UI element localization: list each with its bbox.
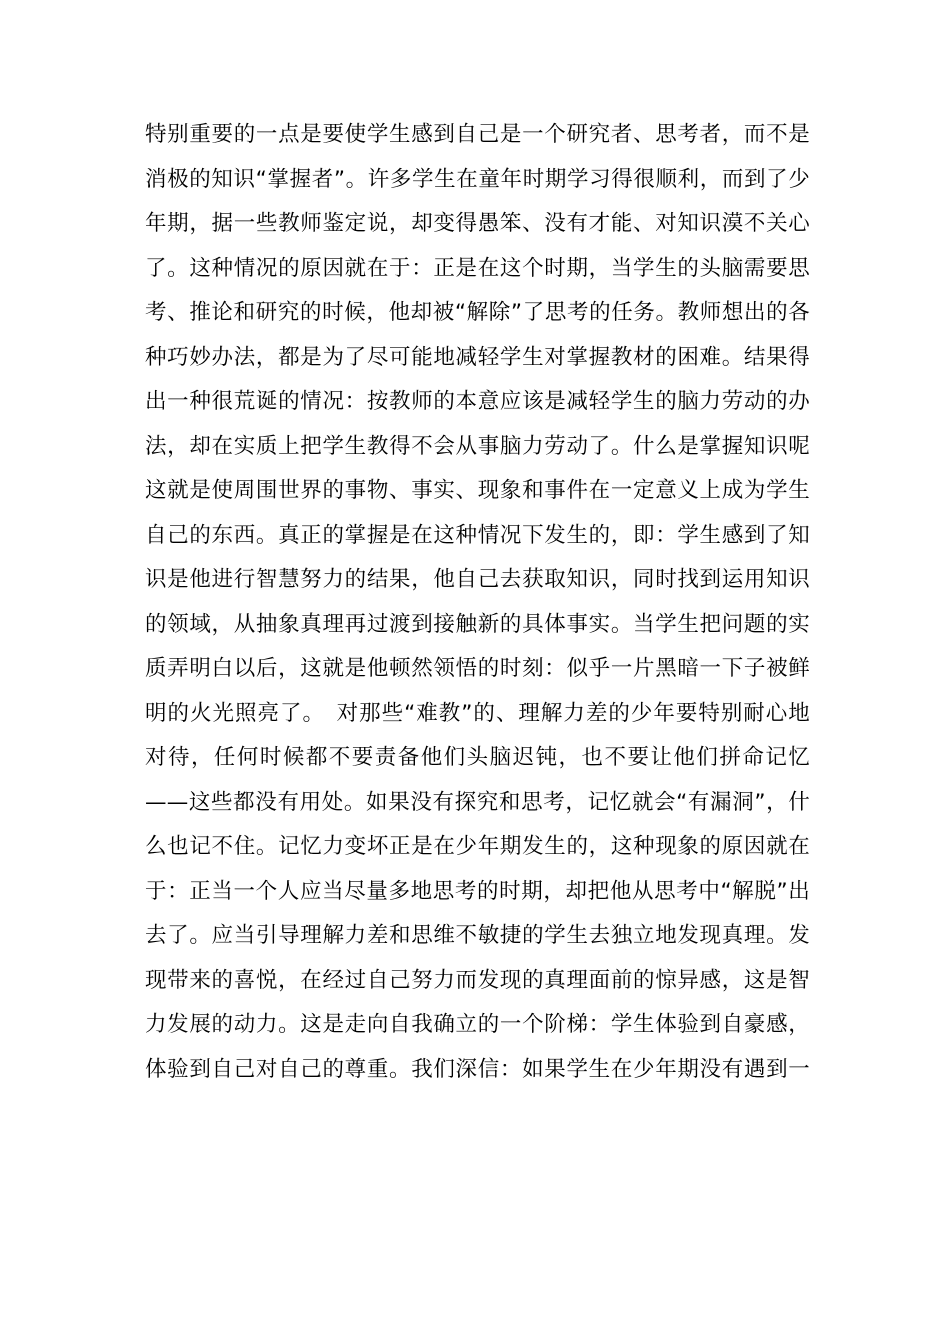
text-line: 明的火光照亮了。 对那些“难教”的、理解力差的少年要特别耐心地 [145, 700, 810, 726]
text-line: 特别重要的一点是要使学生感到自己是一个研究者、思考者，而不是 [145, 122, 810, 147]
text-line: 对待，任何时候都不要责备他们头脑迟钝，也不要让他们拼命记忆 [145, 745, 810, 770]
text-line: 的领域，从抽象真理再过渡到接触新的具体事实。当学生把问题的实 [145, 611, 810, 637]
text-line: 法，却在实质上把学生教得不会从事脑力劳动了。什么是掌握知识呢 [145, 433, 810, 459]
text-line: 体验到自己对自己的尊重。我们深信：如果学生在少年期没有遇到一 [145, 1056, 810, 1082]
text-line: 于：正当一个人应当尽量多地思考的时期，却把他从思考中“解脱”出 [145, 878, 810, 904]
text-line: 现带来的喜悦，在经过自己努力而发现的真理面前的惊异感，这是智 [145, 967, 810, 993]
text-line: 质弄明白以后，这就是他顿然领悟的时刻：似乎一片黑暗一下子被鲜 [145, 656, 810, 681]
text-line: 消极的知识“掌握者”。许多学生在童年时期学习得很顺利，而到了少 [145, 166, 810, 192]
text-line: 这就是使周围世界的事物、事实、现象和事件在一定意义上成为学生 [145, 478, 810, 503]
text-line: 么也记不住。记忆力变坏正是在少年期发生的，这种现象的原因就在 [145, 834, 810, 859]
text-line: 力发展的动力。这是走向自我确立的一个阶梯：学生体验到自豪感， [145, 1012, 810, 1037]
text-line: 年期，据一些教师鉴定说，却变得愚笨、没有才能、对知识漠不关心 [145, 211, 810, 236]
text-line: 出一种很荒诞的情况：按教师的本意应该是减轻学生的脑力劳动的办 [145, 389, 810, 414]
text-line: 识是他进行智慧努力的结果，他自己去获取知识，同时找到运用知识 [145, 567, 810, 592]
body-text [145, 113, 810, 1092]
text-line: 考、推论和研究的时候，他却被“解除”了思考的任务。教师想出的各 [145, 300, 810, 325]
text-line: 了。这种情况的原因就在于：正是在这个时期，当学生的头脑需要思 [145, 255, 810, 281]
text-line: ——这些都没有用处。如果没有探究和思考，记忆就会“有漏洞”，什 [145, 789, 810, 815]
text-line: 种巧妙办法，都是为了尽可能地减轻学生对掌握教材的困难。结果得 [145, 344, 810, 370]
text-line: 去了。应当引导理解力差和思维不敏捷的学生去独立地发现真理。发 [145, 923, 810, 948]
text-line: 自己的东西。真正的掌握是在这种情况下发生的，即：学生感到了知 [145, 522, 810, 548]
